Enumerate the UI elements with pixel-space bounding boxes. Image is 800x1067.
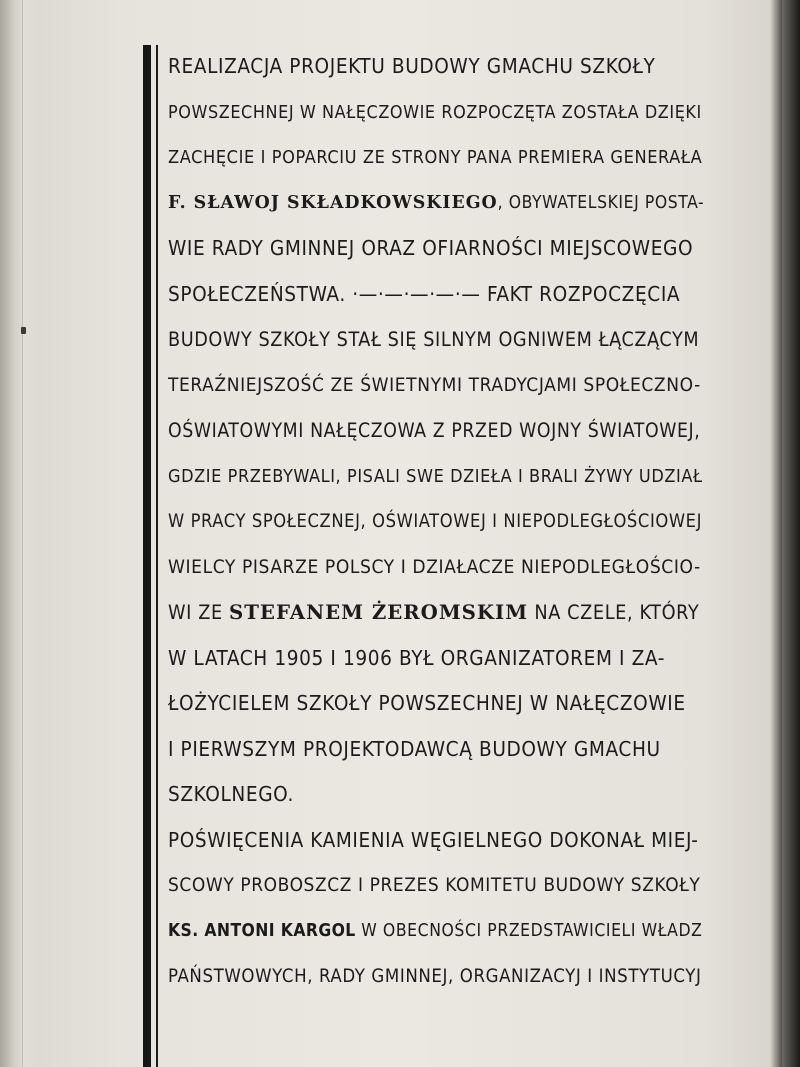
text-line-13-lead: WI ZE [168,601,229,624]
text-line-6 [168,272,708,318]
text-line-2 [168,90,708,136]
text-line-7 [168,317,708,363]
text-line-5-content: WIE RADY GMINNEJ ORAZ OFIARNOŚCI MIEJSCOWEGO [168,236,694,260]
name-kargol: KS. ANTONI KARGOL [168,920,356,941]
text-line-13 [168,590,708,636]
margin-rule-thin [156,45,158,1067]
text-line-15-content: ŁOŻYCIELEM SZKOŁY POWSZECHNEJ W NAŁĘCZOWIE [168,691,686,715]
text-line-10-content: GDZIE PRZEBYWALI, PISALI SWE DZIEŁA I BRALI ŻYWY UDZIAŁ [168,465,703,487]
text-line-1 [168,44,708,90]
name-zeromski: STEFANEM ŻEROMSKIM [229,600,529,624]
right-page-edge-shadow [782,0,800,1067]
text-line-8 [168,363,708,409]
text-line-12-content: WIELCY PISARZE POLSCY I DZIAŁACZE NIEPODLEGŁOŚCIO- [168,555,701,578]
text-line-11 [168,499,708,545]
text-line-2-content: POWSZECHNEJ W NAŁĘCZOWIE ROZPOCZĘTA ZOSTAŁA DZIĘKI [168,101,702,123]
margin-rule-thick [143,45,151,1067]
text-line-13-tail: NA CZELE, KTÓRY [528,601,700,624]
text-line-19 [168,863,708,909]
text-line-18 [168,818,708,864]
text-line-20-content: W OBECNOŚCI PRZEDSTAWICIELI WŁADZ [355,920,703,941]
text-line-1-content: REALIZACJA PROJEKTU BUDOWY GMACHU SZKOŁY [168,54,656,78]
text-line-4 [168,181,708,227]
text-line-18-content: POŚWIĘCENIA KAMIENIA WĘGIELNEGO DOKONAŁ MIEJ- [168,827,699,852]
left-page-edge [0,0,23,1067]
handlettered-text-block [168,44,708,1000]
text-line-3 [168,135,708,181]
text-line-7-content: BUDOWY SZKOŁY STAŁ SIĘ SILNYM OGNIWEM ŁĄCZĄCYM [168,328,700,351]
text-line-16-content: I PIERWSZYM PROJEKTODAWCĄ BUDOWY GMACHU [168,736,661,761]
text-line-4-content: , OBYWATELSKIEJ POSTA- [497,192,705,213]
text-line-5 [168,226,708,272]
text-line-20 [168,909,708,955]
text-line-19-content: SCOWY PROBOSZCZ I PREZES KOMITETU BUDOWY SZKOŁY [168,874,701,896]
text-line-15 [168,681,708,727]
gutter-mark [21,327,26,334]
text-line-9-content: OŚWIATOWYMI NAŁĘCZOWA Z PRZED WOJNY ŚWIATOWEJ, [168,419,701,442]
text-line-16 [168,727,708,773]
text-line-21 [168,954,708,1000]
text-line-17-content: SZKOLNEGO. [168,782,295,806]
text-line-17 [168,772,708,818]
text-line-9 [168,408,708,454]
text-line-3-content: ZACHĘCIE I POPARCIU ZE STRONY PANA PREMIERA GENERAŁA [168,147,703,168]
text-line-10 [168,454,708,500]
text-line-6-content: SPOŁECZEŃSTWA. ·—·—·—·—·— FAKT ROZPOCZĘCIA [168,281,681,306]
text-line-14-content: W LATACH 1905 I 1906 BYŁ ORGANIZATOREM I ZA- [168,645,666,670]
text-line-8-content: TERAŹNIEJSZOŚĆ ZE ŚWIETNYMI TRADYCJAMI SPOŁECZNO- [168,373,701,396]
text-line-11-content: W PRACY SPOŁECZNEJ, OŚWIATOWEJ I NIEPODLEGŁOŚCIOWEJ [168,511,702,532]
text-line-12 [168,545,708,591]
text-line-21-content: PAŃSTWOWYCH, RADY GMINNEJ, ORGANIZACYJ I INSTYTUCYJ [168,966,702,987]
text-line-14 [168,636,708,682]
name-skladkowski: F. SŁAWOJ SKŁADKOWSKIEGO [168,192,498,213]
